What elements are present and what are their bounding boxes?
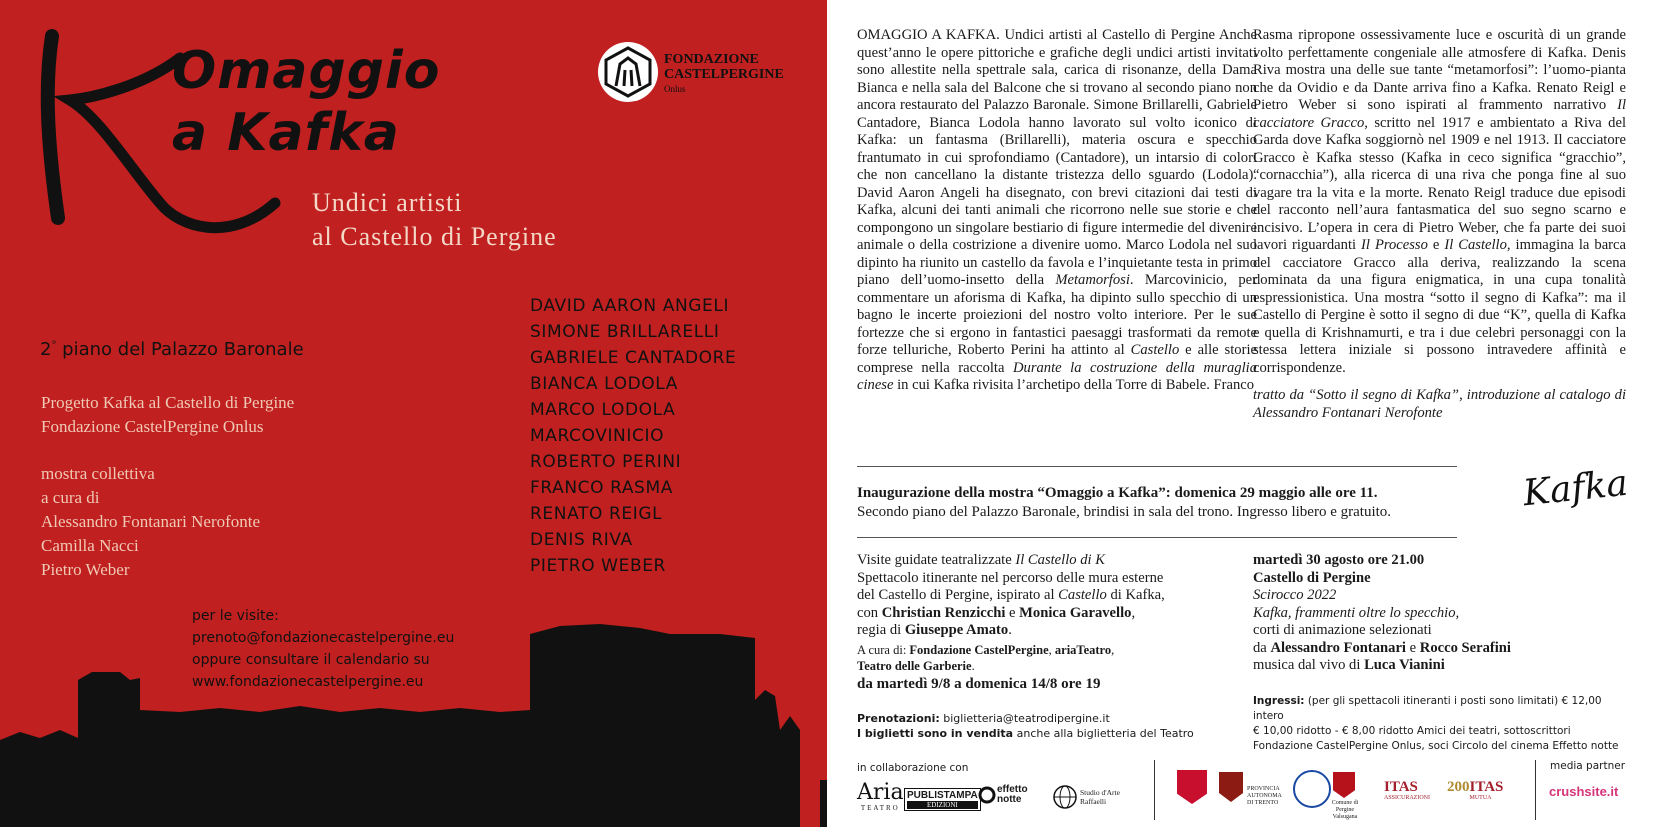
event-bold: Alessandro Fontanari [1270,639,1406,656]
ingressi-line: € 10,00 ridotto - € 8,00 ridotto Amici dei teatri, sottoscrittori [1253,725,1571,737]
event-line [857,605,1227,623]
event-bold: Christian Renzicchi [881,604,1006,621]
subtitle-line-1: Undici artisti [312,188,463,217]
logo-crushsite[interactable]: crushsite.it [1549,784,1619,799]
article-lead: OMAGGIO A KAFKA. Undici artisti al Castello di Pergine [857,27,1215,43]
booking-label: Prenotazioni: [857,712,940,725]
article-emphasis: Il cacciatore Gracco [1253,97,1626,131]
event-line [857,587,1227,605]
eagle-crest-icon [1219,772,1243,802]
curators-line: a cura di [41,488,100,507]
title-line-1: Omaggio [172,41,441,101]
article-text: . Marcovinicio, per commentare un aforisma di Kafka, ha dipinto sullo specchio di un bagno le incerte proiezioni del nostro volto interiore. Per le sue fortezze che si ergono in fantastici paesaggi trasformati da remote forze telluriche, Roberto Perini ha attinto al [857,272,1257,358]
event-text: , [1131,604,1136,621]
kafka-signature: Kafka [1521,462,1630,515]
event-line [1253,657,1626,675]
film-projector-icon [977,785,997,805]
booking-block [857,711,1227,741]
curators-line: Pietro Weber [41,560,130,579]
logo-aria-sub: TEATRO [860,804,900,812]
divider [857,537,1457,538]
logo-itas2-sub: MUTUA [1469,795,1492,801]
article-column-1 [857,27,1257,395]
artists-list [530,293,736,579]
artist-name: FRANCO RASMA [530,478,673,498]
article-text: e [1427,237,1445,253]
ingressi-line: Fondazione CastelPergine Onlus, soci Circolo del cinema Effetto notte [1253,740,1619,752]
event-place: Castello di Pergine [1253,569,1371,586]
event-emphasis: Castello [1058,587,1107,603]
event-emphasis: Il Castello di K [1015,552,1105,568]
logo-studio-raffaelli [1052,784,1136,810]
event-text: e [1406,639,1420,656]
event-text: Visite guidate teatralizzate [857,552,1016,568]
logo-studio-text: Studio d'Arte Raffaelli [1080,788,1120,806]
project-line: Fondazione CastelPergine Onlus [41,417,264,436]
article-text: , scritto nel 1917 e ambientato a Riva del Garda dove Kafka soggiornò nel 1909 e nel 1913. Il cacciatore Gracco è Kafka stesso (Kafka in ceco significa “gracchio”, “cornacchia”), alla ricerca di una riva che ponga fine al suo vagare tra la vita e la morte. Renato Reigl traduce due episodi del racconto nell’aura fantasmatica del suo segno scarno e incisivo. L’opera in cera di Pietro Weber, che fa parte dei suoi lavori riguardanti [1253,114,1627,253]
tickets-label: I biglietti sono in vendita [857,727,1014,740]
title-line-2: a Kafka [172,103,400,163]
article-text: , immagina la barca del cacciatore Gracco alla deriva, realizzando la scena dominata da una figura enigmatica, in una cupa tonalità espressionistica. Una mostra “sotto il segno di Kafka”: ma il Castello di Pergine è sotto il segno di due “K”, quella di Kafka e quella di Krishnamurti, e tra i due celebri personaggi con la stessa lettera iniziale si possono intravedere affinità e corrispondenze. [1253,237,1626,376]
event-bold: Fondazione CastelPergine [909,642,1049,657]
inauguration-block [857,484,1391,522]
event-desc: corti di animazione selezionati [1253,622,1432,638]
logo-itas-assicurazioni [1384,780,1430,801]
foundation-emblem-icon [598,42,658,102]
booking-line [857,711,1227,726]
article-text: Anche quest’anno le opere pittoriche e grafiche degli undici artisti invitati sono allestite nella spettrale sala, carica di risonanze, della Dama Bianca e nella sala del Balcone che si trovano al secondo piano non ancora restaurato del Palazzo Baronale. Simone Brillarelli, Gabriele Cantadore, Bianca Lodola hanno lavorato sul volto iconico di Kafka: un fantasma (Brillarelli), materia oscura e specchio frantumato in cui sprofondiamo (Cantadore), un intarsio di colori che non cancellano la distante tristezza dello sguardo (Lodola). David Aaron Angeli ha disegnato, con brevi citazioni dai testi di Kafka, alcuni dei tanti animali che ricorrono nelle sue storie e che compongono un singolare bestiario di figure intermedie del divenire animale o della costrizione a divenire uomo. Marco Lodola nel suo dipinto ha riunito un castello da favola e l’inquietante testa in primo piano dell’uomo-insetto della [857,27,1257,288]
article-source [1253,387,1626,422]
event-text: di Kafka, [1106,587,1165,603]
ingressi-text: (per gli spettacoli itineranti i posti sono limitati) € 12,00 intero [1253,695,1602,722]
event-text: e [1005,604,1020,621]
subtitle-line-2: al Castello di Pergine [312,222,557,251]
regional-crest-icon [1177,770,1207,804]
article-text: Rasma ripropone ossessivamente luce e oscurità di un grande volto perfettamente congeniale alle atmosfere di Kafka. Denis Riva mostra una delle sue tante “metamorfosi”: l’uomo-pianta che da Ovidio e da Dante arriva fino a Kafka. Renato Reigl e Pietro Weber si sono ispirati al frammento narrativo [1253,27,1626,113]
article-emphasis: Durante la costruzione della muraglia cinese [857,359,1257,393]
foundation-name-line-3: Onlus [664,84,686,94]
source-rest: , introduzione al catalogo di Alessandro Fontanari Nerofonte [1253,387,1626,421]
article-emphasis: Castello [1130,342,1180,358]
divider [857,466,1457,467]
event-line [857,622,1227,640]
artist-name: SIMONE BRILLARELLI [530,322,720,342]
artist-name: PIETRO WEBER [530,556,666,576]
booking-email-link[interactable]: biglietteria@teatrodipergine.it [939,712,1110,725]
visits-email-link[interactable]: prenoto@fondazionecastelpergine.eu [192,630,455,646]
event-text: , [1111,642,1115,657]
event-line [857,552,1227,570]
event-text: . [971,658,975,673]
logo-provincia-text: PROVINCIA AUTONOMA DI TRENTO [1247,786,1282,806]
footer-divider [1154,760,1155,820]
event-show: Kafka, frammenti oltre lo specchio, [1253,604,1460,621]
collab-label: in collaborazione con [857,762,969,774]
visits-line: per le visite: [192,608,279,624]
artist-name: GABRIELE CANTADORE [530,348,737,368]
artist-name: MARCO LODOLA [530,400,676,420]
media-partner-label: media partner [1550,760,1626,772]
project-line: Progetto Kafka al Castello di Pergine [41,393,295,412]
event-line [1253,640,1626,658]
logo-effetto-text: effetto notte [997,784,1028,805]
event-text: , [1048,642,1055,657]
logo-effetto-notte [977,785,1035,805]
logo-publistampa [904,788,981,811]
logo-itas-text: ITAS [1384,779,1418,795]
event-scirocco-block [1253,552,1626,675]
event-text: . [1008,622,1012,638]
logo-comune-text: Comune di Pergine Valsugana [1331,800,1359,820]
event-text: musica dal vivo di [1253,657,1365,673]
event-text: A cura di: [857,642,910,657]
logo-aria-text: Aria [857,780,904,805]
article-column-2 [1253,27,1626,422]
event-text: con [857,604,882,621]
curators-line: Alessandro Fontanari Nerofonte [41,512,261,531]
visits-website-link[interactable]: www.fondazionecastelpergine.eu [192,674,424,690]
right-panel [827,0,1654,827]
article-text: e alle storie comprese nella raccolta [857,342,1257,376]
ingressi-block [1253,694,1626,754]
article-text: in cui Kafka rivisita l’archetipo della Torre di Babele. Franco [893,377,1255,393]
artist-name: BIANCA LODOLA [530,374,678,394]
logo-publistampa-sub: EDIZIONI [907,801,978,809]
event-text: regia di [857,622,905,638]
ingressi-label: Ingressi: [1253,695,1305,707]
curators-block [41,462,260,582]
event-bold: ariaTeatro [1054,642,1112,657]
foundation-name-line-2: CASTELPERGINE [664,67,784,82]
curators-line: Camilla Nacci [41,536,139,555]
ingressi-line [1253,694,1626,724]
source-prefix: tratto da [1253,387,1309,403]
event-line [857,658,1227,674]
artist-name: ROBERTO PERINI [530,452,682,472]
castle-silhouette [0,620,827,827]
footer-divider [1535,760,1536,820]
foundation-name [664,52,784,97]
event-festival: Scirocco 2022 [1253,587,1337,603]
source-title: “Sotto il segno di Kafka” [1308,387,1460,403]
logo-aria [857,782,904,812]
event-bold: Monica Garavello [1019,604,1132,621]
event-bold: Teatro delle Garberie [857,658,972,673]
floor-text: piano del Palazzo Baronale [56,339,304,360]
event-theatre-block [857,552,1227,693]
logo-publistampa-text: PUBLISTAMPA [907,790,978,801]
event-text: da [1253,639,1271,656]
article-emphasis: Il Castello [1444,237,1507,253]
booking-line [857,726,1227,741]
logo-itas2-text: ITAS [1469,779,1504,795]
event-bold: Luca Vianini [1364,657,1445,673]
event-dates: da martedì 9/8 a domenica 14/8 ore 19 [857,675,1101,692]
visits-line: oppure consultare il calendario su [192,652,430,668]
article-emphasis: Metamorfosi [1055,272,1130,288]
inauguration-details: Secondo piano del Palazzo Baronale, brindisi in sala del trono. Ingresso libero e gratuito. [857,504,1392,520]
inauguration-title: Inaugurazione della mostra “Omaggio a Kafka”: domenica 29 maggio alle ore 11. [857,485,1378,501]
logo-itas-mutua [1447,780,1503,801]
floor-sup: ° [51,340,57,351]
article-emphasis: Il Processo [1361,237,1428,253]
project-block [41,391,294,439]
event-line [857,642,1227,658]
foundation-name-line-1: FONDAZIONE [664,52,759,67]
logo-itas-year: 200 [1447,779,1470,795]
artist-name: DENIS RIVA [530,530,633,550]
artist-name: RENATO REIGL [530,504,663,524]
event-bold: Giuseppe Amato [904,622,1009,638]
event-line: Spettacolo itinerante nel percorso delle mura esterne [857,569,1164,586]
logo-itas-sub: ASSICURAZIONI [1384,795,1431,801]
tickets-text: anche alla biglietteria del Teatro [1013,727,1194,740]
event-date: martedì 30 agosto ore 21.00 [1253,552,1425,568]
event-bold: Rocco Serafini [1419,639,1511,656]
floor-number: 2 [40,339,52,360]
comune-crest-icon [1333,772,1355,798]
event-text: del Castello di Pergine, ispirato al [857,587,1059,603]
curators-line: mostra collettiva [41,464,155,483]
artist-name: MARCOVINICIO [530,426,665,446]
artist-name: DAVID AARON ANGELI [530,296,730,316]
globe-icon [1052,784,1078,810]
floor-label [40,339,304,360]
